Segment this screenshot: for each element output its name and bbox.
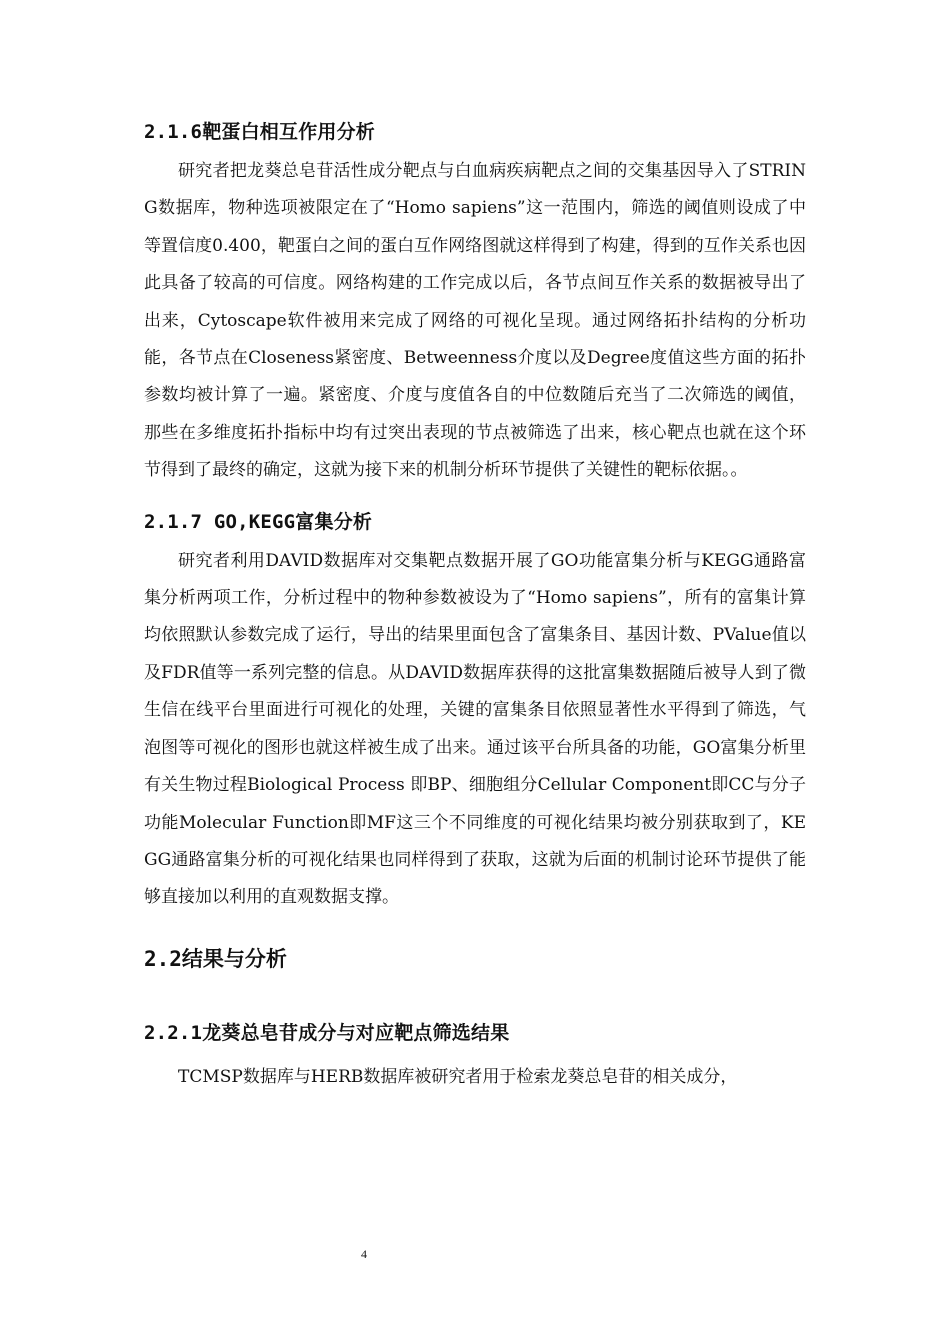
section-heading-2-2-1: 2.2.1龙葵总皂苷成分与对应靶点筛选结果 (144, 1021, 510, 1044)
page-number: 4 (361, 1247, 367, 1261)
section-heading-2-1-6: 2.1.6靶蛋白相互作用分析 (144, 121, 375, 143)
section-heading-2-2: 2.2结果与分析 (144, 946, 287, 971)
section-heading-2-1-7: 2.1.7 GO,KEGG富集分析 (144, 510, 373, 533)
paragraph-2-1-7: 研究者利用DAVID数据库对交集靶点数据开展了GO功能富集分析与KEGG通路富集分析两项工作，分析过程中的物种参数被设为了“Homo sapiens”，所有的富集计算均依照默认参数完成了运行，导出的结果里面包含了富集条目、基因计数、PValue值以及FDR值等一系列完整的信息。从DAVID数据库获得的这批富集数据随后被导人到了微生信在线平台里面进行可视化的处理，关键的富集条目依照显著性水平得到了筛选，气泡图等可视化的图形也就这样被生成了出来。通过该平台所具备的功能，GO富集分析里有关生物过程Biological Process 即BP、细胞组分Cellular Component即CC与分子功能Molecular Function即MF这三个不同维度的可视化结果均被分别获取到了，KEGG通路富集分析的可视化结果也同样得到了获取，这就为后面的机制讨论环节提供了能够直接加以利用的直观数据支撑。 (144, 550, 806, 908)
paragraph-2-2-1: TCMSP数据库与HERB数据库被研究者用于检索龙葵总皂苷的相关成分， (178, 1066, 738, 1087)
page-body (144, 118, 806, 1096)
paragraph-2-1-6: 研究者把龙葵总皂苷活性成分靶点与白血病疾病靶点之间的交集基因导入了STRING数据库，物种选项被限定在了“Homo sapiens”这一范围内，筛选的阈值则设成了中等置信度0.400，靶蛋白之间的蛋白互作网络图就这样得到了构建，得到的互作关系也因此具备了较高的可信度。网络构建的工作完成以后，各节点间互作关系的数据被导出了出来，Cytoscape软件被用来完成了网络的可视化呈现。通过网络拓扑结构的分析功能，各节点在Closeness紧密度、Betweenness介度以及Degree度值这些方面的拓扑参数均被计算了一遍。紧密度、介度与度值各自的中位数随后充当了二次筛选的阈值，那些在多维度拓扑指标中均有过突出表现的节点被筛选了出来，核心靶点也就在这个环节得到了最终的确定，这就为接下来的机制分析环节提供了关键性的靶标依据。。 (144, 161, 806, 481)
